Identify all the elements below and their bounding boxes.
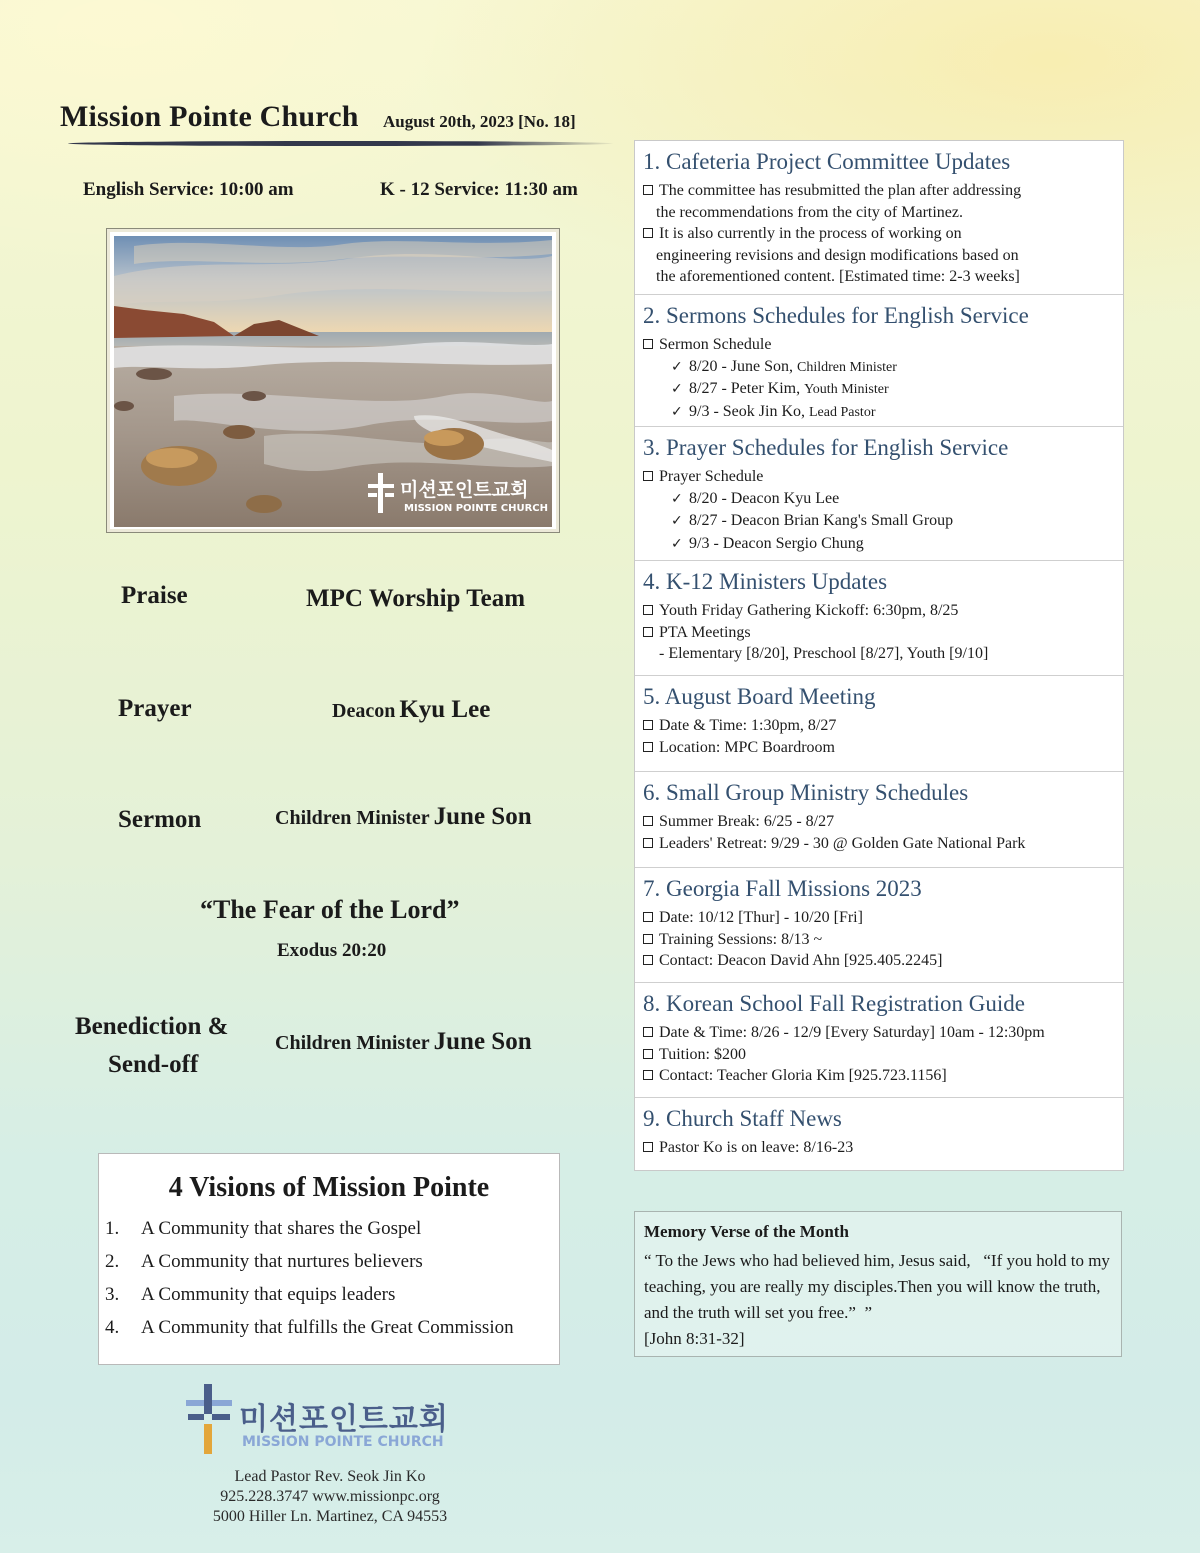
notice-line: Date: 10/12 [Thur] - 10/20 [Fri]: [643, 907, 1115, 929]
checkbox-icon: [643, 838, 653, 848]
lead-pastor: Lead Pastor Rev. Seok Jin Ko: [234, 1468, 426, 1485]
checkbox-icon: [643, 339, 653, 349]
notice-line: the recommendations from the city of Martinez.: [656, 203, 964, 221]
church-cross-logo-icon: [366, 471, 396, 515]
notice-line: Prayer Schedule: [643, 466, 1115, 488]
sermon-label: Sermon: [118, 806, 202, 833]
notice-title: 2. Sermons Schedules for English Service: [643, 303, 1029, 328]
church-name-title: Mission Pointe Church: [60, 100, 359, 133]
vision-text: A Community that shares the Gospel: [141, 1218, 422, 1239]
checkbox-icon: [643, 228, 653, 238]
notice-board-meeting: [635, 676, 1123, 772]
church-address: 5000 Hiller Ln. Martinez, CA 94553: [212, 1508, 448, 1525]
praise-leader-name: MPC Worship Team: [306, 585, 526, 612]
notice-title: 9. Church Staff News: [643, 1106, 842, 1131]
checkmark-icon: ✓: [671, 490, 683, 507]
notice-cafeteria: [635, 141, 1123, 295]
notice-title: 1. Cafeteria Project Committee Updates: [643, 149, 1011, 174]
notice-title: 3. Prayer Schedules for English Service: [643, 435, 1009, 460]
checkmark-icon: ✓: [671, 535, 683, 552]
schedule-item: ✓ 8/27 - Deacon Brian Kang's Small Group: [643, 510, 1115, 533]
notice-line: - Elementary [8/20], Preschool [8/27], Youth [9/10]: [659, 645, 989, 663]
checkbox-icon: [643, 742, 653, 752]
checkmark-icon: ✓: [671, 381, 683, 398]
notice-title: 8. Korean School Fall Registration Guide: [643, 991, 1025, 1016]
schedule-item: ✓ 8/27 - Peter Kim, Youth Minister: [643, 378, 1115, 401]
checkbox-icon: [643, 1142, 653, 1152]
vision-number: 2.: [105, 1251, 120, 1272]
sermon-scripture: Exodus 20:20: [277, 940, 387, 961]
notice-line: engineering revisions and design modifications based on: [656, 246, 1019, 264]
notice-line: Training Sessions: 8/13 ~: [643, 929, 1115, 951]
notice-line: PTA Meetings: [643, 622, 1115, 644]
schedule-item: ✓ 9/3 - Seok Jin Ko, Lead Pastor: [643, 401, 1115, 424]
vision-text: A Community that nurtures believers: [141, 1251, 423, 1272]
vision-number: 4.: [105, 1317, 120, 1338]
checkbox-icon: [643, 934, 653, 944]
schedule-item: ✓ 9/3 - Deacon Sergio Chung: [643, 533, 1115, 556]
photo-watermark-logo: [366, 471, 548, 520]
schedule-item: ✓ 8/20 - Deacon Kyu Lee: [643, 488, 1115, 511]
notice-line: Sermon Schedule: [643, 334, 1115, 356]
title-underline: [68, 141, 613, 146]
sermon-preacher-name: June Son: [433, 803, 532, 830]
benediction-minister-name: June Son: [433, 1028, 532, 1055]
vision-item: [105, 1284, 514, 1317]
benediction-minister-title: Children Minister: [275, 1032, 430, 1054]
checkbox-icon: [643, 1027, 653, 1037]
notice-line: It is also currently in the process of working on: [643, 223, 1115, 245]
notice-line: Contact: Deacon David Ahn [925.405.2245]: [643, 950, 1115, 972]
vision-item: [105, 1317, 514, 1350]
checkbox-icon: [643, 720, 653, 730]
footer-logo-korean: 미션포인트교회: [239, 1402, 449, 1437]
vision-item: [105, 1218, 514, 1251]
vision-item: [105, 1251, 514, 1284]
notice-title: 6. Small Group Ministry Schedules: [643, 780, 969, 805]
schedule-item: ✓ 8/20 - June Son, Children Minister: [643, 356, 1115, 379]
footer-logo-english: MISSION POINTE CHURCH: [242, 1434, 444, 1450]
notice-line: Contact: Teacher Gloria Kim [925.723.1156]: [643, 1065, 1115, 1087]
checkbox-icon: [643, 1070, 653, 1080]
sermon-preacher-title: Children Minister: [275, 807, 430, 829]
notice-title: 5. August Board Meeting: [643, 684, 876, 709]
vision-text: A Community that equips leaders: [141, 1284, 396, 1305]
notices-panel: [634, 140, 1124, 1171]
visions-title: 4 Visions of Mission Pointe: [168, 1172, 490, 1203]
benediction-label-line1: Benediction &: [75, 1013, 229, 1040]
checkbox-icon: [643, 605, 653, 615]
k12-service-time: K - 12 Service: 11:30 am: [380, 179, 578, 200]
issue-date: August 20th, 2023 [No. 18]: [383, 112, 576, 131]
benediction-label-line2: Send-off: [108, 1051, 199, 1078]
checkmark-icon: ✓: [671, 513, 683, 530]
memory-verse-title: Memory Verse of the Month: [644, 1222, 849, 1241]
checkbox-icon: [643, 955, 653, 965]
vision-number: 3.: [105, 1284, 120, 1305]
prayer-label: Prayer: [118, 695, 192, 722]
church-cross-logo-icon: [184, 1384, 236, 1454]
notice-korean-school: [635, 983, 1123, 1098]
notice-sermon-schedule: [635, 295, 1123, 427]
checkbox-icon: [643, 912, 653, 922]
notice-line: Location: MPC Boardroom: [643, 737, 1115, 759]
notice-line: Youth Friday Gathering Kickoff: 6:30pm, 8/25: [643, 600, 1115, 622]
notice-staff-news: [635, 1098, 1123, 1170]
checkbox-icon: [643, 627, 653, 637]
notice-line: Date & Time: 1:30pm, 8/27: [643, 715, 1115, 737]
checkmark-icon: ✓: [671, 403, 683, 420]
praise-label: Praise: [121, 582, 188, 609]
notice-line: Leaders' Retreat: 9/29 - 30 @ Golden Gate National Park: [643, 833, 1115, 855]
praise-leader: [306, 585, 525, 613]
church-logo: [184, 1384, 474, 1454]
notice-line: Pastor Ko is on leave: 8/16-23: [643, 1137, 1115, 1159]
sermon-topic: “The Fear of the Lord”: [200, 895, 460, 924]
vision-text: A Community that fulfills the Great Commission: [141, 1317, 514, 1338]
memory-verse-text: [644, 1248, 1112, 1352]
notice-georgia-missions: [635, 868, 1123, 983]
memory-verse-quote: “ To the Jews who had believed him, Jesus said, “If you hold to my teaching, you are really my disciples.Then you will know the truth, and the truth will set you free.” ”: [644, 1251, 1110, 1322]
photo-logo-english: MISSION POINTE CHURCH: [404, 503, 548, 514]
notice-line: Summer Break: 6/25 - 8/27: [643, 811, 1115, 833]
notice-line: the aforementioned content. [Estimated time: 2-3 weeks]: [656, 268, 1020, 286]
checkbox-icon: [643, 471, 653, 481]
notice-k12-updates: [635, 561, 1123, 676]
checkmark-icon: ✓: [671, 358, 683, 375]
notice-line: Date & Time: 8/26 - 12/9 [Every Saturday] 10am - 12:30pm: [643, 1022, 1115, 1044]
notice-line: Tuition: $200: [643, 1044, 1115, 1066]
contact-phone-web: 925.228.3747 www.missionpc.org: [220, 1488, 440, 1505]
photo-logo-korean: 미션포인트교회: [400, 479, 529, 501]
notice-small-group: [635, 772, 1123, 868]
checkbox-icon: [643, 1049, 653, 1059]
checkbox-icon: [643, 816, 653, 826]
notice-line: The committee has resubmitted the plan after addressing: [643, 180, 1115, 202]
notice-title: 7. Georgia Fall Missions 2023: [643, 876, 922, 901]
vision-number: 1.: [105, 1218, 120, 1239]
notice-title: 4. K-12 Ministers Updates: [643, 569, 888, 594]
prayer-leader: [332, 696, 490, 724]
memory-verse-box: [634, 1211, 1122, 1357]
visions-list: [105, 1218, 514, 1350]
sermon-preacher: [275, 803, 532, 831]
prayer-leader-name: Kyu Lee: [399, 696, 491, 723]
notice-prayer-schedule: [635, 427, 1123, 561]
benediction-minister: [275, 1028, 532, 1056]
checkbox-icon: [643, 185, 653, 195]
prayer-leader-title: Deacon: [332, 700, 396, 722]
english-service-time: English Service: 10:00 am: [83, 179, 294, 200]
visions-box: [98, 1153, 560, 1365]
memory-verse-reference: [John 8:31-32]: [644, 1329, 745, 1348]
